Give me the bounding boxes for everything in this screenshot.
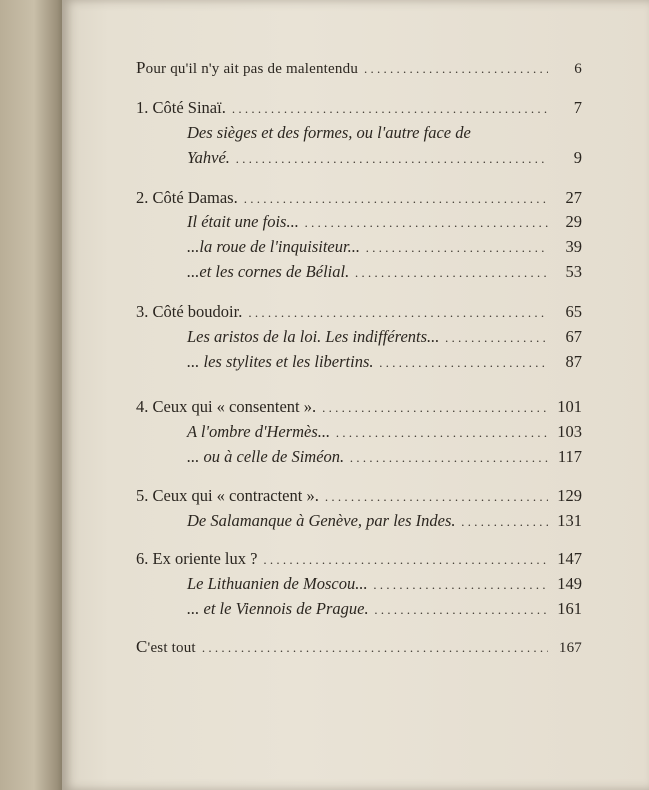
toc-entry-intro <box>136 56 582 80</box>
toc-page-number: 147 <box>557 549 582 568</box>
leader-dots <box>375 598 548 622</box>
toc-page-number: 129 <box>557 486 582 505</box>
toc-page-number: 167 <box>558 640 582 656</box>
toc-label-initial: C <box>136 637 148 656</box>
leader-dots <box>263 548 548 572</box>
leader-dots <box>244 187 548 211</box>
toc-entry-label <box>136 635 196 660</box>
toc-subentry <box>187 445 582 469</box>
toc-section-title: 4. Ceux qui « consentent ». <box>136 397 317 416</box>
toc-subentry-label: ... ou à celle de Siméon. <box>187 447 345 466</box>
leader-dots <box>336 421 548 445</box>
leader-dots <box>462 510 548 534</box>
leader-dots <box>355 261 548 285</box>
toc-subentry <box>187 572 582 596</box>
toc-label-rest: 'est tout <box>147 640 196 656</box>
toc-page-number: 101 <box>557 397 582 416</box>
leader-dots <box>380 351 548 375</box>
leader-dots <box>322 396 548 420</box>
toc-page-number: 29 <box>565 212 582 231</box>
toc-label-rest: our qu'il n'y ait pas de malentendu <box>145 61 359 77</box>
toc-subentry <box>187 146 582 170</box>
toc-subentry-label: Yahvé. <box>187 148 230 167</box>
toc-subentry-label: Des sièges et des formes, ou l'autre face de <box>187 123 471 142</box>
toc-subentry-label: ...la roue de l'inquisiteur... <box>187 237 360 256</box>
leader-dots <box>366 236 548 260</box>
leader-dots <box>364 57 548 81</box>
leader-dots <box>248 301 548 325</box>
toc-subentry-line1 <box>187 121 582 145</box>
toc-subentry-label: ... et le Viennois de Prague. <box>187 599 369 618</box>
toc-subentry <box>187 260 582 284</box>
toc-page-number: 9 <box>573 148 582 167</box>
toc-subentry <box>187 350 582 374</box>
leader-dots <box>445 326 548 350</box>
toc-section-5 <box>136 484 582 508</box>
toc-section-title: 1. Côté Sinaï. <box>136 98 226 117</box>
toc-subentry-label: Il était une fois... <box>187 212 299 231</box>
toc-page-number: 161 <box>557 599 582 618</box>
toc-page-number: 117 <box>557 447 582 466</box>
toc-subentry-label: A l'ombre d'Hermès... <box>187 422 331 441</box>
toc-page-number: 131 <box>557 511 582 530</box>
toc-subentry <box>187 325 582 349</box>
leader-dots <box>236 147 548 171</box>
toc-section-title: 5. Ceux qui « contractent ». <box>136 486 319 505</box>
leader-dots <box>202 636 548 660</box>
toc-subentry <box>187 597 582 621</box>
toc-subentry <box>187 420 582 444</box>
toc-section-4 <box>136 395 582 419</box>
leader-dots <box>325 485 548 509</box>
leader-dots <box>232 97 548 121</box>
toc-subentry <box>187 210 582 234</box>
leader-dots <box>305 211 548 235</box>
toc-section-3 <box>136 300 582 324</box>
toc-section-2 <box>136 186 582 210</box>
toc-page-number: 149 <box>557 574 582 593</box>
toc-label-initial: P <box>136 58 146 77</box>
toc-subentry <box>187 509 582 533</box>
toc-page-number: 7 <box>573 98 582 117</box>
leader-dots <box>350 446 548 470</box>
toc-subentry-label: ... les stylites et les libertins. <box>187 352 374 371</box>
toc-page-number: 103 <box>557 422 582 441</box>
toc-subentry-label: De Salamanque à Genève, par les Indes. <box>187 511 456 530</box>
toc-entry-outro <box>136 635 582 659</box>
leader-dots <box>374 573 548 597</box>
toc-page-number: 67 <box>565 327 582 346</box>
toc-section-1 <box>136 96 582 120</box>
toc-subentry <box>187 235 582 259</box>
toc-page-number: 87 <box>565 352 582 371</box>
toc-section-title: 6. Ex oriente lux ? <box>136 549 258 568</box>
toc-section-title: 2. Côté Damas. <box>136 188 238 207</box>
toc-subentry-label: Le Lithuanien de Moscou... <box>187 574 368 593</box>
toc-page-number: 6 <box>574 61 582 77</box>
toc-subentry-label: ...et les cornes de Bélial. <box>187 262 350 281</box>
toc-page-number: 27 <box>565 188 582 207</box>
toc-page-number: 39 <box>565 237 582 256</box>
toc-page-number: 65 <box>565 302 582 321</box>
toc-section-title: 3. Côté boudoir. <box>136 302 243 321</box>
toc-subentry-label: Les aristos de la loi. Les indifférents... <box>187 327 440 346</box>
toc-entry-label <box>136 56 358 81</box>
toc-section-6 <box>136 547 582 571</box>
toc-page-number: 53 <box>565 262 582 281</box>
